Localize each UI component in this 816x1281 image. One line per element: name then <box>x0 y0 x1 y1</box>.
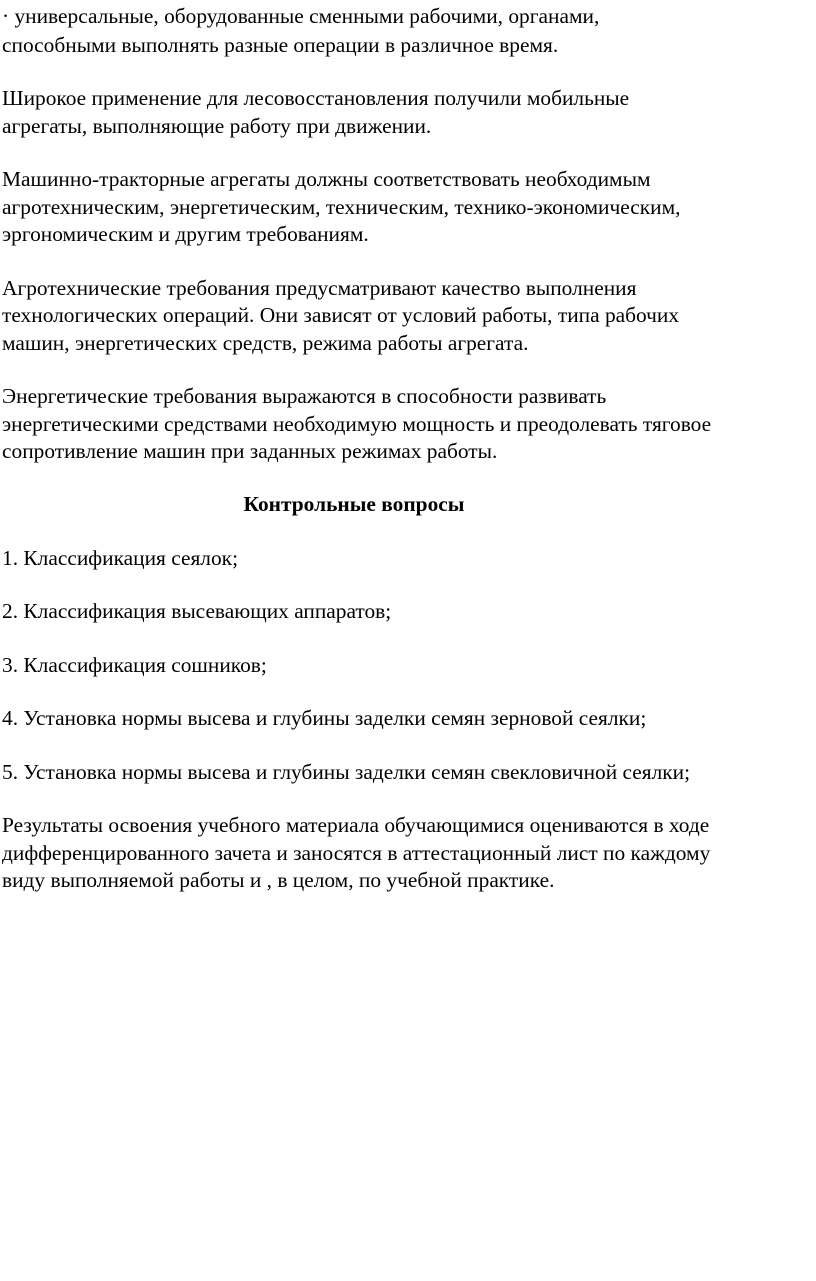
text-line: Широкое применение для лесовосстановления получили мобильные <box>2 86 630 110</box>
text-line: эргономическим и другим требованиям. <box>2 222 369 246</box>
list-item: 5. Установка нормы высева и глубины заделки семян свекловичной сеялки; <box>2 760 691 784</box>
text-line: Машинно-тракторные агрегаты должны соответствовать необходимым <box>2 167 651 191</box>
text-line: машин, энергетических средств, режима работы агрегата. <box>2 331 529 355</box>
text-line: технологических операций. Они зависят от условий работы, типа рабочих <box>2 303 680 327</box>
list-item: 3. Классификация сошников; <box>2 653 267 677</box>
text-line: агротехническим, энергетическим, техническим, технико-экономическим, <box>2 195 681 219</box>
list-item: 4. Установка нормы высева и глубины заделки семян зерновой сеялки; <box>2 706 647 730</box>
text-line: способными выполнять разные операции в различное время. <box>2 33 559 57</box>
text-line: · универсальные, оборудованные сменными рабочими, органами, <box>2 4 600 28</box>
text-line: агрегаты, выполняющие работу при движении. <box>2 114 432 138</box>
text-line: виду выполняемой работы и , в целом, по учебной практике. <box>2 868 555 892</box>
text-line: дифференцированного зачета и заносятся в аттестационный лист по каждому <box>2 841 711 865</box>
text-line: Результаты освоения учебного материала обучающимися оцениваются в ходе <box>2 813 710 837</box>
text-line: Энергетические требования выражаются в способности развивать <box>2 384 607 408</box>
text-line: сопротивление машин при заданных режимах работы. <box>2 439 498 463</box>
text-line: Агротехнические требования предусматривают качество выполнения <box>2 276 637 300</box>
list-item: 1. Классификация сеялок; <box>2 546 239 570</box>
list-item: 2. Классификация высевающих аппаратов; <box>2 599 392 623</box>
text-line: энергетическими средствами необходимую мощность и преодолевать тяговое <box>2 412 712 436</box>
section-heading: Контрольные вопросы <box>243 492 465 516</box>
